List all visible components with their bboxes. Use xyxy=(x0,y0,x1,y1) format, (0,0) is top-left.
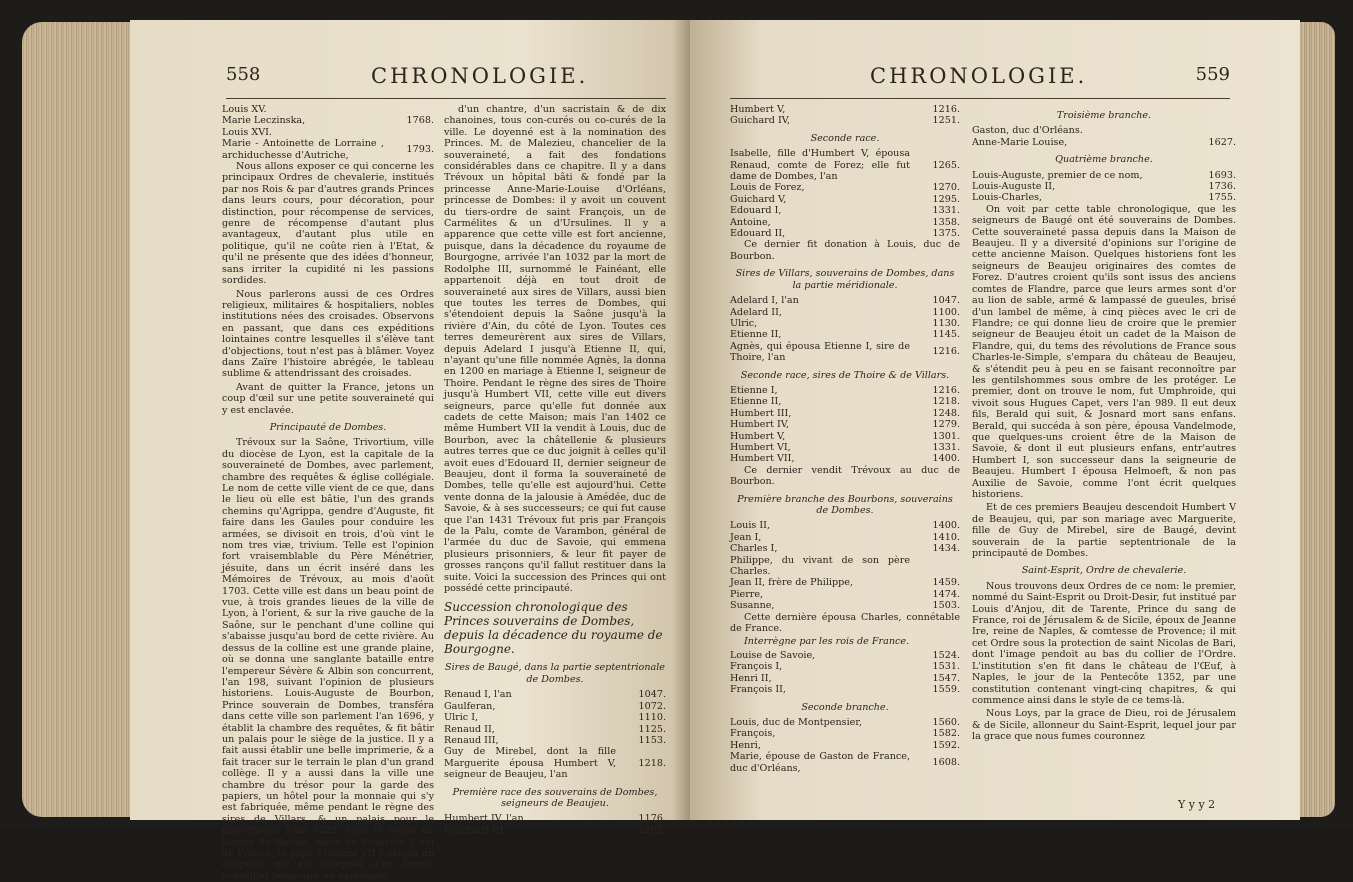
left-running-title: CHRONOLOGIE. xyxy=(371,64,589,88)
left-page-number: 558 xyxy=(226,64,261,85)
right-running-title: CHRONOLOGIE. xyxy=(870,64,1088,88)
right-column-2 xyxy=(972,104,1236,809)
bourbons-first-branch-list: Louis II, 1400. Jean I, 1410. Charles I, 1434. Philippe, du vivant de son père Charles. Jean II, frère de Philippe, 1459. Pierre, 1474. Susanne, 1503. xyxy=(730,520,960,612)
right-header-rule xyxy=(730,98,1230,99)
note: Ce dernier vendit Trévoux au duc de Bourbon. xyxy=(730,464,960,488)
second-branch-list: Louis, duc de Montpensier, 1560. François, 1582. Henri, 1592. Marie, épouse de Gaston de France, duc d'Orléans, 1608. xyxy=(730,716,960,774)
right-page-header xyxy=(730,64,1230,96)
note: Cette dernière épousa Charles, connétable de France. xyxy=(730,611,960,635)
signature-mark: Y y y 2 xyxy=(1178,798,1216,811)
paragraph: On voit par cette table chronologique, que les seigneurs de Baugé ont été souverains de Dombes. Cette souveraineté passa depuis dans la Maison de Beaujeu. Il y a diversité d'opinions sur l'origine de cette ancienne Maison. Quelques historiens font les seigneurs de Beaujeu originaires des comtes de Forez. D'autres croient qu'ils sont issus des anciens comtes de Flandre, parce que leurs armes sont d'or au lion de sable, armé & lampassé de gueules, brisé d'un lambel de même, à cinq pièces avec le cri de Flandre; ce qui donne lieu de croire que le premier seigneur de Beaujeu étoit un cadet de la Maison de Flandre, qui, du tems des révolutions de France sous Charles-le-Simple, s'empara du château de Beaujeu, & s'étendit peu à peu en se faisant reconnoître par les gentilshommes sous ombre de les protéger. Le premier, dont on trouve le nom, fut Umphroide, qui vivoit sous Hugues Capet, vers l'an 989. Il eut deux fils, Berald qui suit, & Josnard mort sans enfans. Berald, qui succéda à son père, épousa Vandelmode, que quelques-uns croient être de la Maison de Savoie, & dont il eut plusieurs enfans, entr'autres Humbert I, son successeur dans la seigneurie de Beaujeu. Humbert I épousa Helmoeft, & non pas Auxilie de Savoie, comme l'ont écrit quelques historiens. xyxy=(972,203,1236,500)
left-column-1 xyxy=(222,104,434,882)
paragraph: Nous allons exposer ce qui concerne les principaux Ordres de chevalerie, institués par nos Rois & par d'autres grands Princes dans leurs cours, pour décoration, pour distinction, pour récompense de services, genre de récompense d'autant plus avantageux, d'autant plus utile en politique, qu'il ne coûte rien à l'Etat, & qu'il ne présente que des idées d'honneur, sans irriter la cupidité ni les passions sordides. xyxy=(222,161,434,287)
paragraph: Nous trouvons deux Ordres de ce nom: le premier, nommé du Saint-Esprit ou Droit-Desir, fut institué par Louis d'Anjou, dit de Tarente, Prince du sang de France, roi de Jérusalem & de Sicile, époux de Jeanne Ire, reine de Naples, & comtesse de Provence; il mit cet Ordre sous la protection de saint Nicolas de Bari, dont l'image pendoit au bas du collier de l'Ordre. L'institution s'en fit dans le château de l'Œuf, à Naples, le jour de la Pentecôte 1352, par une constitution contenant vingt-cinq chapitres, & qui commence ainsi dans le style de ce tems-là. xyxy=(972,580,1236,706)
paragraph: Avant de quitter la France, jetons un coup d'œil sur une petite souveraineté qui y est enclavée. xyxy=(222,381,434,416)
note: Ce dernier fit donation à Louis, duc de Bourbon. xyxy=(730,239,960,262)
subsection-heading: Première race des souverains de Dombes, seigneurs de Beaujeu. xyxy=(452,786,658,809)
paragraph: Nous Loys, par la grace de Dieu, roi de Jérusalem & de Sicile, allonneur du Saint-Esprit, lequel jour par la grace que nous fumes couronnez xyxy=(972,708,1236,743)
paragraph: Trévoux sur la Saône, Trivortium, ville du diocèse de Lyon, est la capitale de la souveraineté de Dombes, avec parlement, chambre des requêtes & église collégiale. Le nom de cette ville vient de ce que, dans le lieu où elle est bâtie, l'un des grands chemins qu'Agrippa, gendre d'Auguste, fit faire dans les Gaules pour conduire les armées, se divisoit en trois, d'où vint le nom tres viæ, trivium. Telle est l'opinion fort vraisemblable du Père Ménétrier, jésuite, dans un écrit inséré dans les Mémoires de Trévoux, au mois d'août 1703. Cette ville est dans un beau point de vue, à trois grandes lieues de la ville de Lyon, à l'orient, & sur la rive gauche de la Saône, sur le penchant d'une colline qui s'abaisse jusqu'au bord de cette rivière. Au dessus de la colline est une grande plaine, où se donna une sanglante bataille entre l'empereur Sévère & Albin son concurrent, l'an 198, suivant l'opinion de plusieurs historiens. Louis-Auguste de Bourbon, Prince souverain de Dombes, transféra dans cette ville son parlement l'an 1696, y établit la chambre des requêtes, & fit bâtir un palais pour le siège de la justice. Il y a fait aussi établir une belle imprimerie, & a fait tracer sur le terrain le plan d'un grand collège. Il y a aussi dans la ville une chambre du trésor pour la garde des papiers, un hôtel pour la monnaie qui s'y est fabriquée, même pendant le règne des sires de Villars, & un palais pour le gouverneur. L'an 1325, sous le règne de Louise de Savoie, mère de François I, roi de France, le pape Clément VII y érigea un chapitre, qui est composé d'un doyen, conseiller honoraire au parlement; xyxy=(222,437,434,882)
subsection-heading: Seconde branche. xyxy=(801,701,889,713)
section-heading: Principauté de Dombes. xyxy=(269,421,387,433)
left-header-rule xyxy=(226,98,666,99)
sires-de-villars-list: Adelard I, l'an 1047. Adelard II, 1100. Ulric, 1130. Etienne II, 1145. Agnès, qui épousa Etienne I, sire de Thoire, l'an 1216. xyxy=(730,295,960,364)
left-top-list: Louis XV. Marie Leczinska, 1768. Louis XVI. Marie - Antoinette de Lorraine , archiduchesse d'Autriche, 1793. xyxy=(222,104,434,161)
paragraph: Nous parlerons aussi de ces Ordres religieux, militaires & hospitaliers, nobles institutions nées des croisades. Observons en passant, que dans ces expéditions lointaines contre lesquelles il s'élève tant d'objections, tout n'est pas à blâmer. Voyez dans Zaïre l'histoire abrégée, le tableau sublime & attendrissant des croisades. xyxy=(222,288,434,380)
paragraph: Et de ces premiers Beaujeu descendoit Humbert V de Beaujeu, qui, par son mariage avec Marguerite, fille de Guy de Mirebel, sire de Baugé, devint souverain de la partie septentrionale de la principauté de Dombes. xyxy=(972,502,1236,560)
right-column-1 xyxy=(730,104,960,809)
thoire-villars-list: Etienne I, 1216. Etienne II, 1218. Humbert III, 1248. Humbert IV, 1279. Humbert V, 1301. Humbert VI, 1331. Humbert VII, 1400. xyxy=(730,384,960,465)
section-heading: Succession chronologique des Princes souverains de Dombes, depuis la décadence du royaume de Bourgogne. xyxy=(444,600,663,657)
paragraph: d'un chantre, d'un sacristain & de dix chanoines, tous con-curés ou co-curés de la ville. Le doyenné est à la nomination des Princes. M. de Malezieu, chancelier de la souveraineté, a fait des fondations considérables dans ce chapitre. Il y a dans Trévoux un hôpital bâti & fondé par la princesse Anne-Marie-Louise d'Orléans, princesse de Dombes: il y avoit un couvent du tiers-ordre de saint François, un de Carmélites & un d'Ursulines. Il y a apparence que cette ville est fort ancienne, puisque, dans la décadence du royaume de Bourgogne, arrivée l'an 1032 par la mort de Rodolphe III, surnommé le Fainéant, elle appartenoit déjà en tout droit de souveraineté aux sires de Villars, aussi bien que toutes les terres de Dombes, qui s'étendoient depuis la Saône jusqu'à la rivière d'Ain, du côté de Lyon. Toutes ces terres demeurèrent aux sires de Villars, depuis Adelard I jusqu'à Etienne II, qui, n'ayant qu'une fille nommée Agnès, la donna en 1200 en mariage à Etienne I, seigneur de Thoire. Pendant le règne des sires de Thoire jusqu'à Humbert VII, cette ville eut divers seigneurs, parce qu'elle fut donnée aux cadets de cette Maison; mais l'an 1402 ce même Humbert VII la vendit à Louis, duc de Bourbon, avec la châtellenie & plusieurs autres terres que ce duc joignit à celles qu'il avoit eues d'Edouard II, dernier seigneur de Beaujeu, dont il forma la souveraineté de Dombes, telle qu'elle est aujourd'hui. Cette vente donna de la jalousie à Amédée, duc de Savoie, & à ses successeurs; ce qui fut cause que l'an 1431 Trévoux fut pris par François de la Palu, comte de Varambon, général de l'armée du duc de Savoie, qui emmena plusieurs prisonniers, & leur fit payer de grosses rançons qu'il fallut restituer dans la suite. Voici la succession des Princes qui ont possédé cette principauté. xyxy=(444,104,666,595)
subsection-heading: Sires de Villars, souverains de Dombes, dans la partie méridionale. xyxy=(735,268,955,291)
premiere-race-list: Humbert IV, l'an 1176. Guichard III, 1202. xyxy=(444,813,666,836)
right-page-number: 559 xyxy=(1195,64,1230,85)
subsection-heading: Troisième branche. xyxy=(1056,110,1152,121)
fourth-branch-list: Louis-Auguste, premier de ce nom, 1693. Louis-Auguste II, 1736. Louis-Charles, 1755. xyxy=(972,169,1236,204)
note: Interrègne par les rois de France. xyxy=(744,636,910,648)
subsection-heading: Seconde race, sires de Thoire & de Villars. xyxy=(740,369,950,381)
subsection-heading: Sires de Baugé, dans la partie septentrionale de Dombes. xyxy=(445,662,665,685)
section-heading: Saint-Esprit, Ordre de chevalerie. xyxy=(1021,565,1187,577)
subsection-heading: Première branche des Bourbons, souverains de Dombes. xyxy=(737,493,953,516)
left-column-2 xyxy=(444,104,666,836)
subsection-heading: Seconde race. xyxy=(810,132,880,144)
premiere-race-continued-list: Humbert V, 1216. Guichard IV, 1251. xyxy=(730,104,960,127)
right-page xyxy=(690,20,1300,820)
left-page xyxy=(130,20,690,882)
interregnum-list: Louise de Savoie, 1524. François I, 1531. Henri II, 1547. François II, 1559. xyxy=(730,649,960,696)
sires-de-bauge-list: Renaud I, l'an 1047. Gaulferan, 1072. Ulric I, 1110. Renaud II, 1125. Renaud III, 1153. Guy de Mirebel, dont la fille Marguerite épousa Humbert V, seigneur de Beaujeu, l'an 1218. xyxy=(444,689,666,781)
seconde-race-list: Isabelle, fille d'Humbert V, épousa Renaud, comte de Forez; elle fut dame de Dombes, l'an 1265. Louis de Forez, 1270. Guichard V, 1295. Edouard I, 1331. Antoine, 1358. Edouard II, 1375. xyxy=(730,148,960,240)
subsection-heading: Quatrième branche. xyxy=(1055,154,1153,166)
left-page-header xyxy=(226,64,666,96)
third-branch-list: Gaston, duc d'Orléans. Anne-Marie Louise, 1627. xyxy=(972,125,1236,148)
